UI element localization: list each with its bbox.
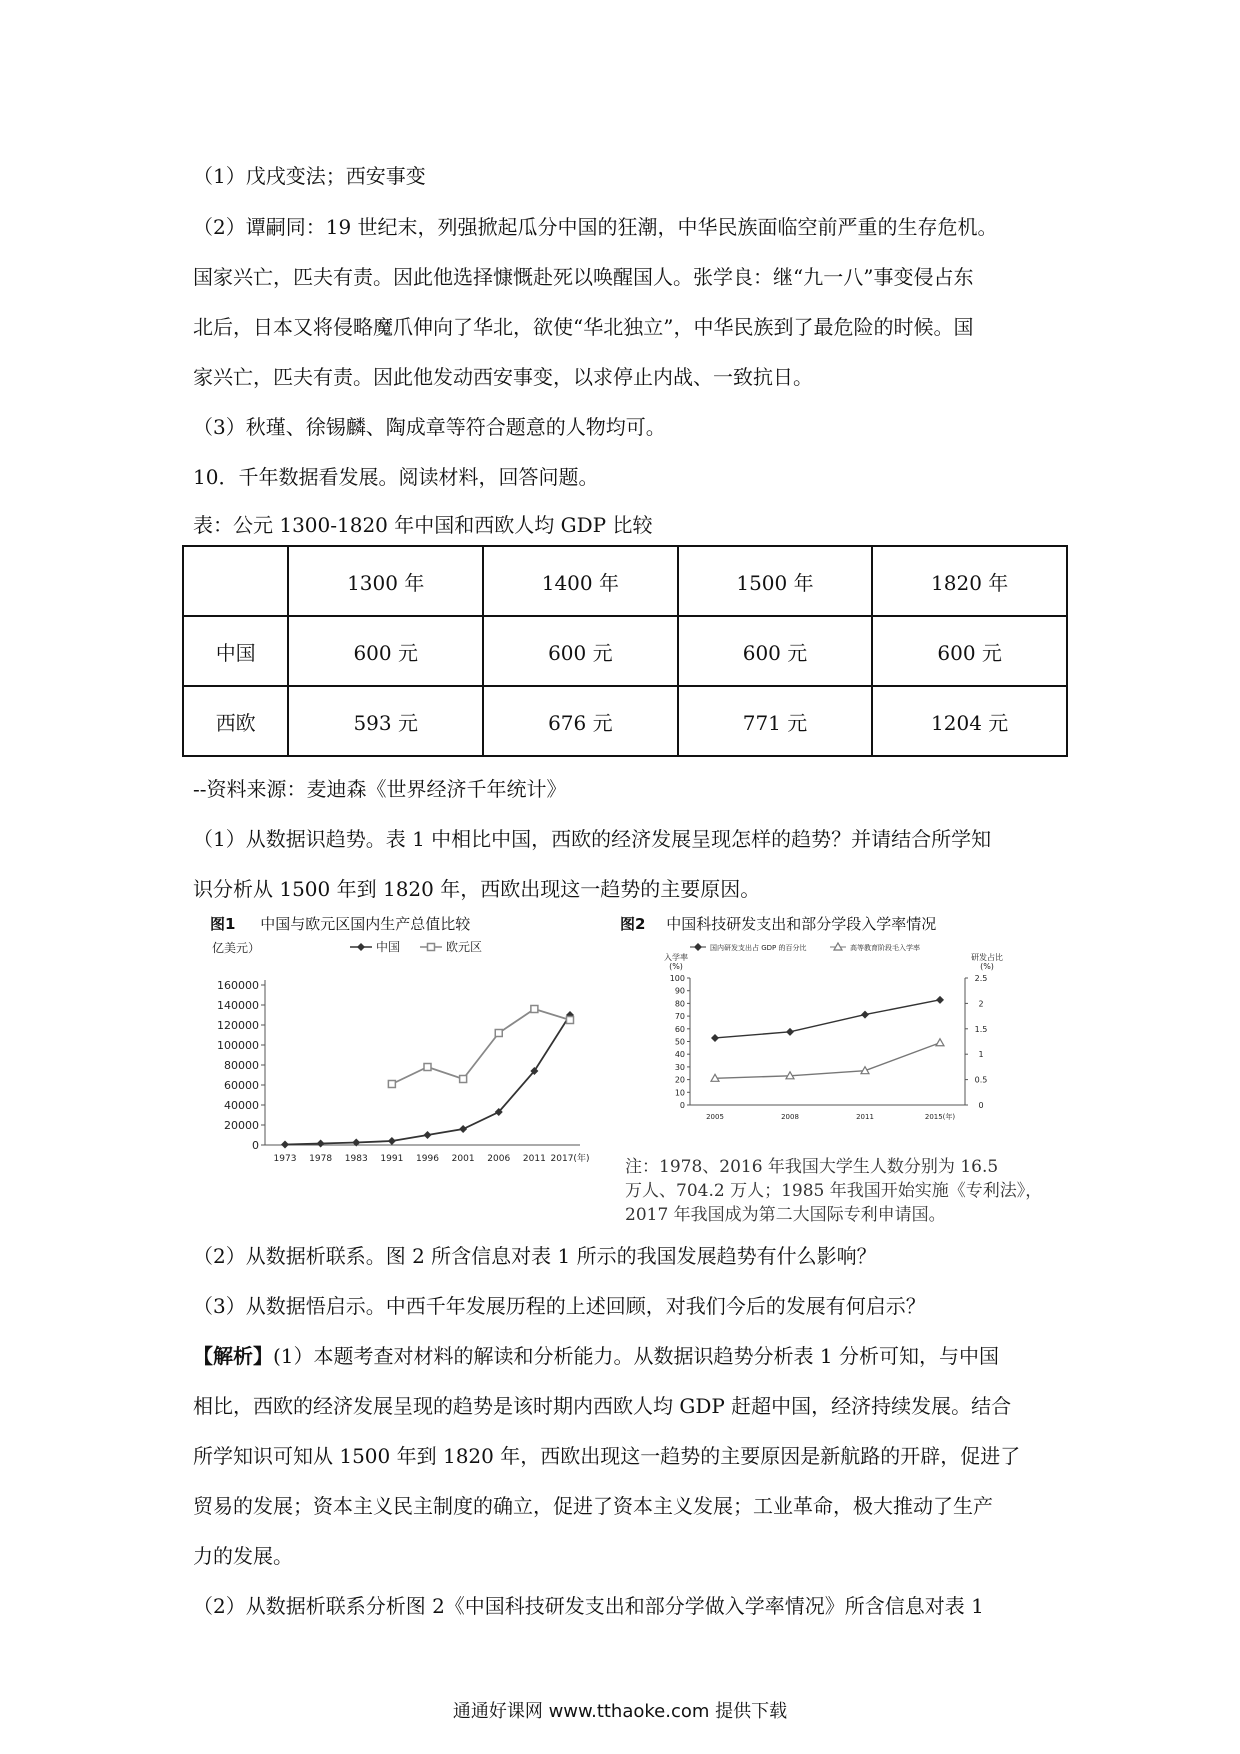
data-point xyxy=(936,996,944,1004)
x-tick-label: 1978 xyxy=(309,1154,333,1164)
table-header-row xyxy=(183,546,1067,616)
y-tick-label: 120000 xyxy=(217,1019,259,1032)
x-tick-label: 1973 xyxy=(273,1154,297,1164)
table-row xyxy=(183,686,1067,756)
gdp-table xyxy=(182,545,1068,757)
x-tick-label: 1996 xyxy=(416,1154,439,1164)
table-cell: 600 元 xyxy=(678,616,873,686)
left-y-tick-label: 40 xyxy=(674,1050,685,1060)
figure-2-note-line: 万人、704.2 万人；1985 年我国开始实施《专利法》， xyxy=(625,1181,1043,1201)
table-cell: 中国 xyxy=(183,616,288,686)
x-tick-label: 1983 xyxy=(344,1154,368,1164)
y-tick-label: 40000 xyxy=(224,1099,259,1112)
right-y-tick-label: 0 xyxy=(978,1101,984,1110)
left-axis-unit: (%) xyxy=(669,962,683,971)
table-header-cell: 1500 年 xyxy=(678,546,873,616)
figure-2-title: 中国科技研发支出和部分学段入学率情况 xyxy=(666,915,937,933)
answer-2-line: （2）谭嗣同：19 世纪末，列强掀起瓜分中国的狂潮，中华民族面临空前严重的生存危机。 xyxy=(193,215,998,239)
rd-enrollment-chart xyxy=(620,940,1040,1155)
left-y-tick-label: 90 xyxy=(674,986,685,996)
answer-2-line: 家兴亡，匹夫有责。因此他发动西安事变，以求停止内战、一致抗日。 xyxy=(193,365,813,389)
left-y-tick-label: 20 xyxy=(674,1075,685,1085)
table-cell: 593 元 xyxy=(288,686,483,756)
table-cell: 600 元 xyxy=(872,616,1067,686)
data-point xyxy=(460,1076,467,1083)
y-tick-label: 100000 xyxy=(217,1039,259,1052)
table-header-cell: 1300 年 xyxy=(288,546,483,616)
legend-label: 欧元区 xyxy=(446,940,483,954)
left-y-tick-label: 80 xyxy=(674,999,685,1009)
question-3: （3）从数据悟启示。中西千年发展历程的上述回顾，对我们今后的发展有何启示？ xyxy=(193,1294,926,1318)
figure-2-note-line: 注：1978、2016 年我国大学生人数分别为 16.5 xyxy=(625,1157,999,1177)
y-tick-label: 60000 xyxy=(224,1079,259,1092)
y-tick-label: 160000 xyxy=(217,979,259,992)
right-y-tick-label: 0.5 xyxy=(974,1075,988,1085)
table-cell: 676 元 xyxy=(483,686,678,756)
table-cell: 600 元 xyxy=(288,616,483,686)
table-source: --资料来源：麦迪森《世界经济千年统计》 xyxy=(193,777,567,801)
right-axis-unit: 研发占比 xyxy=(971,953,1003,962)
left-y-tick-label: 50 xyxy=(674,1037,685,1047)
left-y-tick-label: 30 xyxy=(674,1062,685,1072)
y-tick-label: 140000 xyxy=(217,999,259,1012)
y-axis-unit: 亿美元） xyxy=(212,941,261,955)
question-1-line: 识分析从 1500 年到 1820 年，西欧出现这一趋势的主要原因。 xyxy=(193,877,761,901)
data-point xyxy=(459,1125,467,1133)
right-y-tick-label: 1 xyxy=(978,1050,984,1060)
figure-1-title: 中国与欧元区国内生产总值比较 xyxy=(260,915,471,933)
data-point xyxy=(424,1064,431,1071)
figure-2-note-line: 2017 年我国成为第二大国际专利申请国。 xyxy=(625,1205,946,1225)
right-axis-unit: (%) xyxy=(980,962,994,971)
y-tick-label: 0 xyxy=(252,1139,259,1152)
legend-marker xyxy=(428,944,435,951)
x-tick-label: 2006 xyxy=(487,1154,511,1164)
x-tick-label: 1991 xyxy=(380,1154,404,1164)
gdp-line-chart xyxy=(210,940,590,1180)
analysis-1-line: 相比，西欧的经济发展呈现的趋势是该时期内西欧人均 GDP 赶超中国，经济持续发展。结合 xyxy=(193,1394,1012,1418)
x-tick-label: 2017(年) xyxy=(550,1154,590,1164)
answer-3: （3）秋瑾、徐锡麟、陶成章等符合题意的人物均可。 xyxy=(193,415,666,439)
table-cell: 771 元 xyxy=(678,686,873,756)
data-point xyxy=(531,1006,538,1013)
x-tick-label: 2011 xyxy=(856,1113,874,1121)
table-caption: 表：公元 1300-1820 年中国和西欧人均 GDP 比较 xyxy=(193,513,653,537)
legend-marker xyxy=(694,943,702,951)
data-point xyxy=(281,1141,289,1149)
data-point xyxy=(388,1081,395,1088)
x-tick-label: 2015(年) xyxy=(924,1113,956,1121)
answer-2-line: 国家兴亡，匹夫有责。因此他选择慷慨赴死以唤醒国人。张学良：继“九一八”事变侵占东 xyxy=(193,265,974,289)
data-point xyxy=(424,1131,432,1139)
left-y-tick-label: 0 xyxy=(679,1101,685,1110)
y-tick-label: 20000 xyxy=(224,1119,259,1132)
answer-1: （1）戊戌变法；西安事变 xyxy=(193,164,426,188)
legend-label: 国内研发支出占 GDP 的百分比 xyxy=(710,944,807,952)
series-line xyxy=(715,1000,940,1038)
page-footer: 通通好课网 www.tthaoke.com 提供下载 xyxy=(452,1701,788,1722)
legend-label: 中国 xyxy=(376,940,401,954)
series-line xyxy=(285,1015,570,1145)
y-tick-label: 80000 xyxy=(224,1059,259,1072)
analysis-2-line: （2）从数据析联系分析图 2《中国科技研发支出和部分学做入学率情况》所含信息对表 1 xyxy=(193,1594,984,1618)
table-row xyxy=(183,616,1067,686)
answer-2-line: 北后，日本又将侵略魔爪伸向了华北，欲使“华北独立”，中华民族到了最危险的时候。国 xyxy=(193,315,974,339)
table-cell: 600 元 xyxy=(483,616,678,686)
data-point xyxy=(861,1011,869,1019)
data-point xyxy=(567,1017,574,1024)
data-point xyxy=(495,1030,502,1037)
figure-1 xyxy=(210,910,590,1180)
left-y-tick-label: 60 xyxy=(674,1024,685,1034)
series-line xyxy=(715,1043,940,1079)
figure-2 xyxy=(620,910,1040,1160)
table-header-cell: 1820 年 xyxy=(872,546,1067,616)
data-point xyxy=(388,1137,396,1145)
left-y-tick-label: 70 xyxy=(674,1012,685,1022)
analysis-1-line: 力的发展。 xyxy=(193,1544,293,1568)
legend-label: 高等教育阶段毛入学率 xyxy=(850,944,920,952)
analysis-1-line: 贸易的发展；资本主义民主制度的确立，促进了资本主义发展；工业革命，极大推动了生产 xyxy=(193,1494,993,1518)
x-tick-label: 2001 xyxy=(451,1154,475,1164)
table-header-cell: 1400 年 xyxy=(483,546,678,616)
right-y-tick-label: 2 xyxy=(978,999,984,1009)
left-y-tick-label: 10 xyxy=(674,1088,685,1098)
left-axis-unit: 入学率 xyxy=(664,953,688,962)
right-y-tick-label: 2.5 xyxy=(974,974,988,983)
x-tick-label: 2008 xyxy=(781,1113,799,1121)
data-point xyxy=(711,1034,719,1042)
x-tick-label: 2011 xyxy=(522,1154,546,1164)
x-tick-label: 2005 xyxy=(706,1113,724,1121)
question-10-title: 10．千年数据看发展。阅读材料，回答问题。 xyxy=(193,465,599,489)
figure-2-label: 图2 xyxy=(620,915,646,933)
figure-1-label: 图1 xyxy=(210,915,236,933)
legend-marker xyxy=(357,943,365,951)
question-2: （2）从数据析联系。图 2 所含信息对表 1 所示的我国发展趋势有什么影响？ xyxy=(193,1244,877,1268)
analysis-1-line: 所学知识可知从 1500 年到 1820 年，西欧出现这一趋势的主要原因是新航路的开辟，促进了 xyxy=(193,1444,1021,1468)
analysis-1-first: (1）本题考查对材料的解读和分析能力。从数据识趋势分析表 1 分析可知，与中国 xyxy=(273,1344,999,1368)
question-1-line: （1）从数据识趋势。表 1 中相比中国，西欧的经济发展呈现怎样的趋势？并请结合所学知 xyxy=(193,827,992,851)
data-point xyxy=(936,1039,944,1046)
table-cell: 1204 元 xyxy=(872,686,1067,756)
right-y-tick-label: 1.5 xyxy=(974,1024,988,1034)
analysis-tag: 【解析】 xyxy=(193,1344,273,1368)
series-line xyxy=(392,1009,570,1084)
left-y-tick-label: 100 xyxy=(669,974,685,983)
table-header-cell xyxy=(183,546,288,616)
data-point xyxy=(786,1028,794,1036)
data-point xyxy=(317,1140,325,1148)
table-cell: 西欧 xyxy=(183,686,288,756)
